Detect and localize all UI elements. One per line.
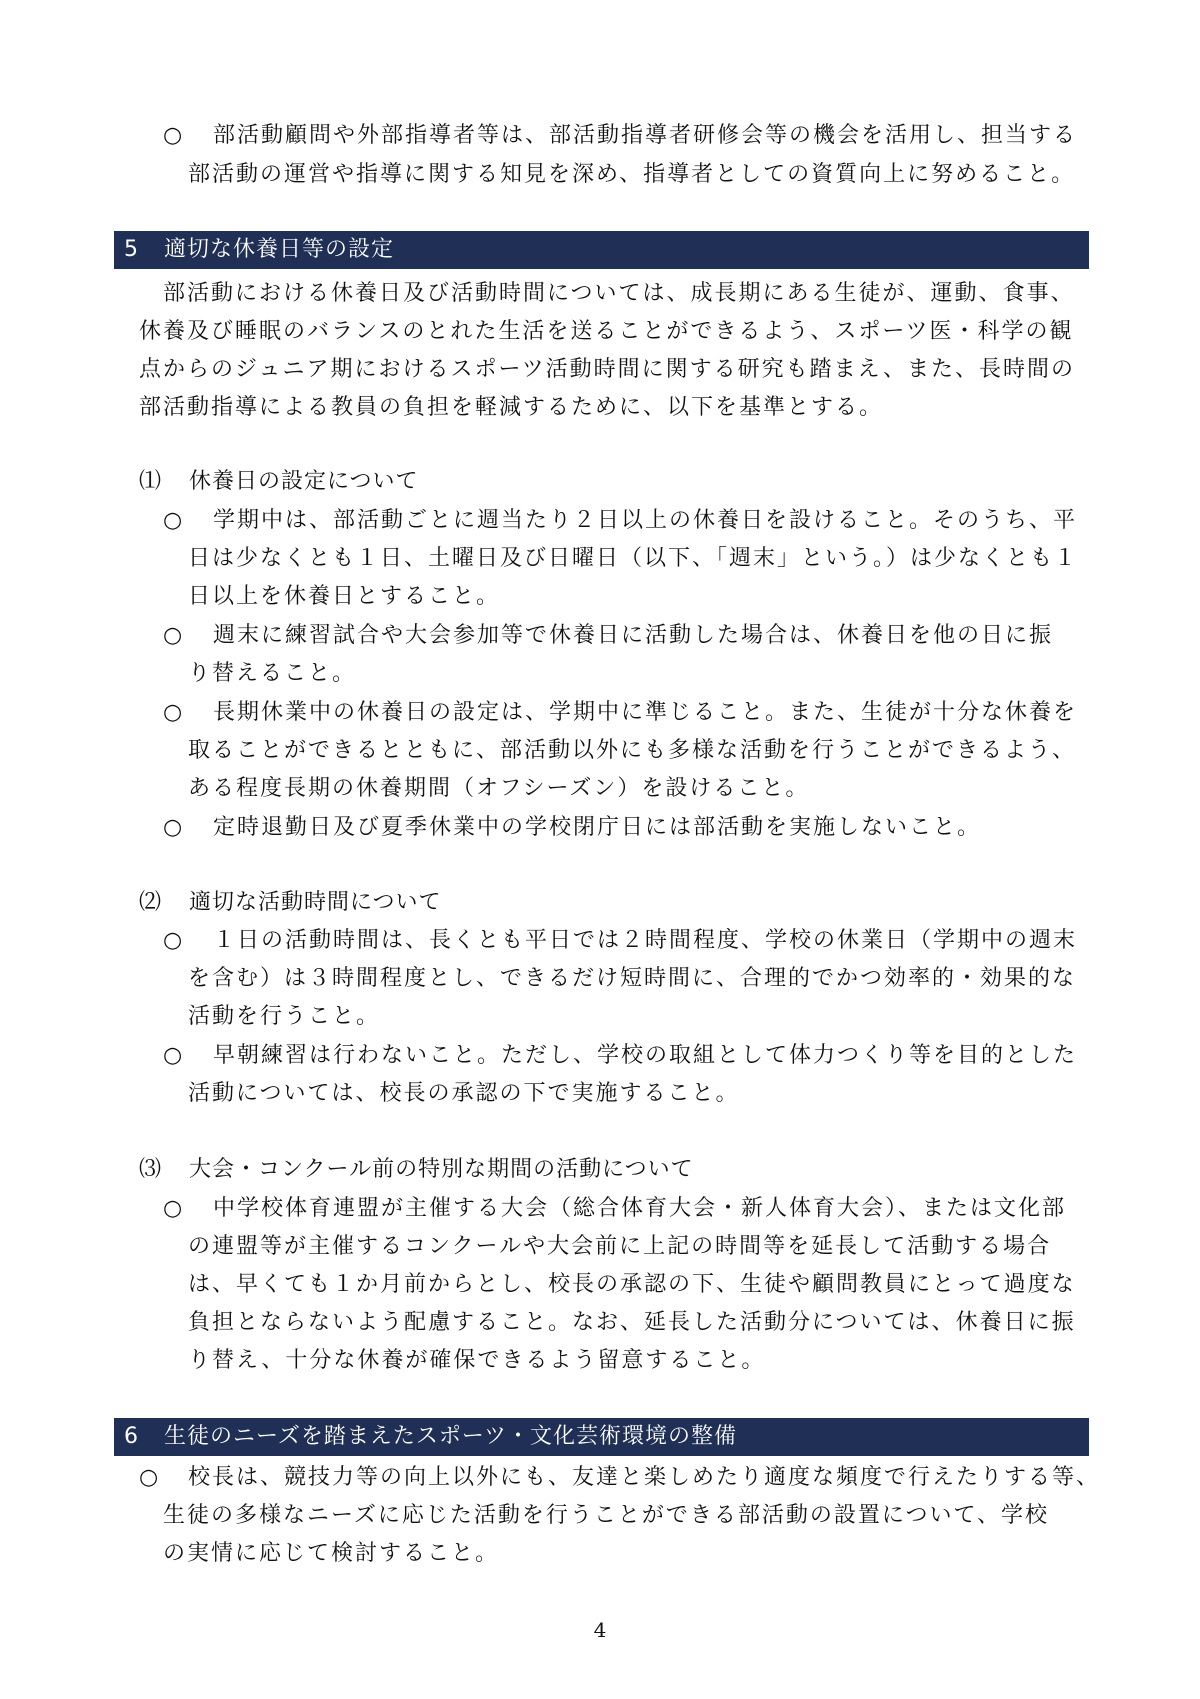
subheading-number: ⑵ <box>139 890 163 915</box>
text-line: 部活動顧問や外部指導者等は、部活動指導者研修会等の機会を活用し、担当する <box>213 123 1078 148</box>
subheading-1 <box>139 463 1039 501</box>
bullet: ○ <box>163 700 183 725</box>
text-line: 校長は、競技力等の向上以外にも、友達と楽しめたり適度な頻度で行えたりする等、 <box>188 1465 1101 1490</box>
bullet: ○ <box>163 123 183 148</box>
subheading-title: 適切な活動時間について <box>189 890 442 915</box>
bullet: ○ <box>139 1465 159 1490</box>
text-line: 休養及び睡眠のバランスのとれた生活を送ることができるよう、スポーツ医・科学の観 <box>139 319 1074 344</box>
text-line: 取ることができるとともに、部活動以外にも多様な活動を行うことができるよう、 <box>188 738 1077 763</box>
text-line: は、早くても１か月前からとし、校長の承認の下、生徒や顧問教員にとって過度な <box>188 1272 1076 1297</box>
bullet: ○ <box>163 508 183 533</box>
text-line: り替え、十分な休養が確保できるよう留意すること。 <box>188 1348 766 1373</box>
page-number: 4 <box>593 1618 607 1642</box>
text-line: 週末に練習試合や大会参加等で休養日に活動した場合は、休養日を他の日に振 <box>213 623 1054 648</box>
text-line: 生徒の多様なニーズに応じた活動を行うことができる部活動の設置について、学校 <box>163 1503 1050 1528</box>
text-line: を含む）は３時間程度とし、できるだけ短時間に、合理的でかつ効率的・効果的な <box>188 966 1077 991</box>
text-line: り替えること。 <box>188 661 357 686</box>
text-line: 早朝練習は行わないこと。ただし、学校の取組として体力つくり等を目的とした <box>213 1043 1078 1068</box>
section-5-heading <box>114 231 1089 269</box>
bullet: ○ <box>163 1196 183 1221</box>
bullet: ○ <box>163 1043 183 1068</box>
subheading-2 <box>139 884 1039 922</box>
text-line: ある程度長期の休養期間（オフシーズン）を設けること。 <box>188 776 810 801</box>
text-line: 活動を行うこと。 <box>188 1004 381 1029</box>
text-line: 定時退勤日及び夏季休業中の学校閉庁日には部活動を実施しないこと。 <box>213 815 982 840</box>
subheading-3 <box>139 1151 1039 1189</box>
bullet: ○ <box>163 815 183 840</box>
text-line: 部活動指導による教員の負担を軽減するために、以下を基準とする。 <box>139 395 884 420</box>
subheading-title: 休養日の設定について <box>189 469 419 494</box>
text-line: 学期中は、部活動ごとに週当たり２日以上の休養日を設けること。そのうち、平 <box>213 508 1078 533</box>
text-line: 中学校体育連盟が主催する大会（総合体育大会・新人体育大会）、または文化部 <box>213 1196 1067 1221</box>
bullet: ○ <box>163 623 183 648</box>
text-line: 負担とならないよう配慮すること。なお、延長した活動分については、休養日に振 <box>188 1310 1076 1335</box>
section-number: 6 <box>124 1424 139 1449</box>
section-number: 5 <box>124 237 139 262</box>
text-line: 活動については、校長の承認の下で実施すること。 <box>188 1081 740 1106</box>
text-line: の連盟等が主催するコンクールや大会前に上記の時間等を延長して活動する場合 <box>188 1234 1052 1259</box>
subheading-number: ⑶ <box>139 1157 163 1182</box>
bullet: ○ <box>163 928 183 953</box>
section-6-heading <box>114 1418 1089 1456</box>
text-line: の実情に応じて検討すること。 <box>163 1541 500 1566</box>
section-title: 適切な休養日等の設定 <box>164 237 395 262</box>
subheading-title: 大会・コンクール前の特別な期間の活動について <box>189 1157 694 1182</box>
text-line: 日以上を休養日とすること。 <box>188 584 501 609</box>
text-line: 部活動における休養日及び活動時間については、成長期にある生徒が、運動、食事、 <box>163 281 1075 306</box>
text-line: １日の活動時間は、長くとも平日では２時間程度、学校の休業日（学期中の週末 <box>213 928 1078 953</box>
subheading-number: ⑴ <box>139 469 163 494</box>
text-line: 長期休業中の休養日の設定は、学期中に準じること。また、生徒が十分な休養を <box>213 700 1078 725</box>
text-line: 日は少なくとも１日、土曜日及び日曜日（以下、「週末」という。）は少なくとも１ <box>188 546 1079 571</box>
section-title: 生徒のニーズを踏まえたスポーツ・文化芸術環境の整備 <box>164 1424 738 1449</box>
text-line: 点からのジュニア期におけるスポーツ活動時間に関する研究も踏まえ、また、長時間の <box>139 357 1076 382</box>
text-line: 部活動の運営や指導に関する知見を深め、指導者としての資質向上に努めること。 <box>188 162 1076 187</box>
